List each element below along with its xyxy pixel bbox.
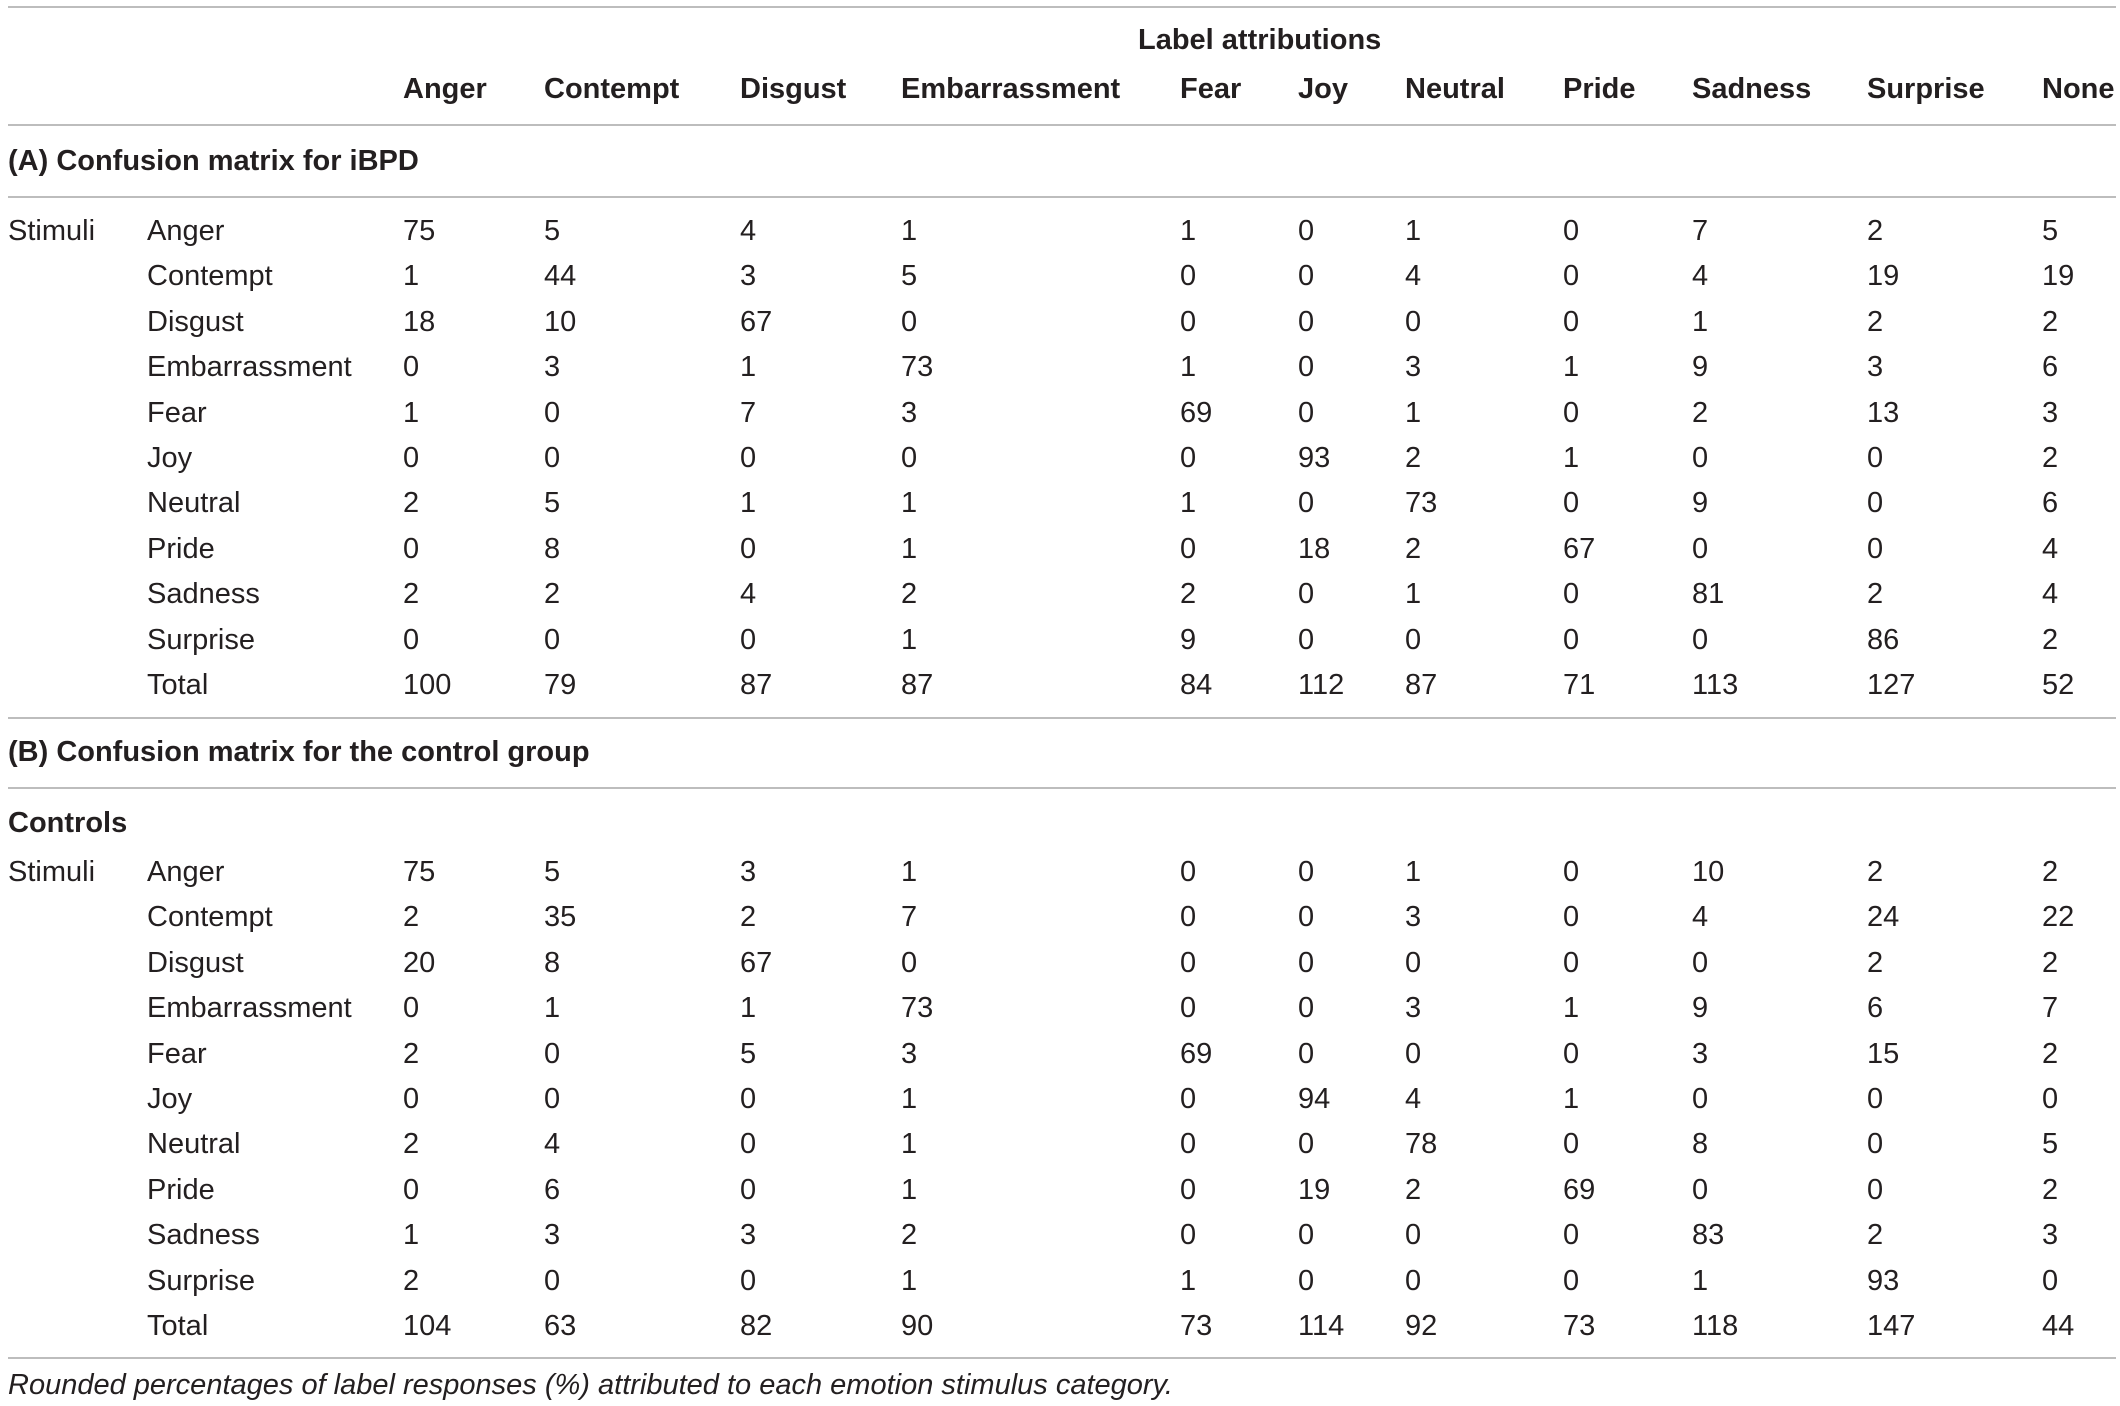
table-cell: 63	[544, 1310, 577, 1342]
table-cell: 52	[2042, 669, 2075, 701]
table-cell: 75	[403, 215, 436, 247]
table-cell: 2	[1180, 578, 1197, 611]
table-cell: 67	[740, 305, 773, 338]
column-header-surprise: Surprise	[1867, 73, 1985, 105]
table-cell: 1	[901, 1083, 918, 1115]
table-top-rule	[8, 6, 2116, 8]
table-cell: 1	[740, 487, 757, 520]
table-cell: 0	[544, 442, 561, 474]
table-cell: 44	[2042, 1310, 2075, 1342]
table-cell: 73	[901, 351, 934, 384]
table-cell: 84	[1180, 669, 1213, 701]
table-cell: 0	[1867, 487, 1884, 520]
table-cell: 2	[2042, 856, 2059, 888]
row-label: Contempt	[147, 260, 273, 293]
table-cell: 2	[1867, 578, 1884, 611]
table-cell: 3	[740, 856, 757, 888]
table-cell: 0	[544, 396, 561, 429]
row-label: Anger	[147, 856, 225, 888]
table-cell: 2	[2042, 946, 2059, 979]
table-cell: 5	[740, 1037, 757, 1070]
table-cell: 1	[901, 856, 918, 888]
row-label: Embarrassment	[147, 351, 352, 384]
table-cell: 79	[544, 669, 577, 701]
table-cell: 1	[901, 1264, 918, 1297]
table-cell: 0	[1180, 946, 1197, 979]
table-cell: 0	[1563, 215, 1580, 247]
table-cell: 1	[1405, 215, 1422, 247]
table-cell: 5	[544, 487, 561, 520]
table-cell: 2	[1405, 532, 1422, 565]
table-cell: 0	[1867, 1128, 1884, 1161]
column-header-anger: Anger	[403, 73, 487, 105]
table-cell: 2	[2042, 1037, 2059, 1070]
table-cell: 0	[1405, 1264, 1422, 1297]
table-cell: 86	[1867, 623, 1900, 656]
table-cell: 0	[1563, 396, 1580, 429]
table-cell: 0	[1867, 532, 1884, 565]
table-cell: 87	[740, 669, 773, 701]
table-cell: 3	[1405, 351, 1422, 384]
table-cell: 4	[2042, 532, 2059, 565]
table-cell: 2	[2042, 623, 2059, 656]
table-cell: 2	[403, 901, 420, 934]
table-cell: 0	[901, 442, 918, 474]
table-cell: 3	[740, 260, 757, 293]
table-cell: 2	[2042, 305, 2059, 338]
table-cell: 2	[1867, 946, 1884, 979]
column-header-fear: Fear	[1180, 73, 1242, 105]
table-cell: 18	[403, 305, 436, 338]
table-cell: 0	[1298, 1264, 1315, 1297]
table-cell: 3	[901, 396, 918, 429]
table-cell: 0	[1867, 1173, 1884, 1206]
table-cell: 0	[1563, 901, 1580, 934]
table-cell: 93	[1867, 1264, 1900, 1297]
table-cell: 87	[1405, 669, 1438, 701]
table-cell: 0	[740, 442, 757, 474]
table-cell: 0	[1563, 1219, 1580, 1252]
table-cell: 3	[544, 1219, 561, 1252]
table-cell: 3	[544, 351, 561, 384]
table-cell: 73	[1405, 487, 1438, 520]
table-cell: 3	[901, 1037, 918, 1070]
table-cell: 19	[1298, 1173, 1331, 1206]
table-cell: 82	[740, 1310, 773, 1342]
table-cell: 0	[1180, 856, 1197, 888]
table-cell: 0	[1298, 260, 1315, 293]
table-cell: 75	[403, 856, 436, 888]
table-cell: 1	[1180, 215, 1197, 247]
table-cell: 8	[544, 946, 561, 979]
table-cell: 3	[2042, 396, 2059, 429]
table-cell: 0	[1180, 532, 1197, 565]
table-cell: 0	[1692, 1173, 1709, 1206]
table-footnote: Rounded percentages of label responses (%) attributed to each emotion stimulus category.	[8, 1369, 1173, 1401]
table-cell: 0	[740, 1173, 757, 1206]
table-cell: 1	[1563, 351, 1580, 384]
table-cell: 2	[403, 1128, 420, 1161]
table-cell: 0	[740, 623, 757, 656]
column-header-contempt: Contempt	[544, 73, 680, 105]
row-label: Anger	[147, 215, 225, 247]
table-cell: 0	[1180, 305, 1197, 338]
table-cell: 0	[1298, 946, 1315, 979]
table-cell: 9	[1692, 351, 1709, 384]
table-cell: 0	[1180, 901, 1197, 934]
row-label: Disgust	[147, 305, 244, 338]
table-cell: 0	[1563, 305, 1580, 338]
table-cell: 0	[1180, 1128, 1197, 1161]
table-cell: 1	[901, 487, 918, 520]
table-cell: 0	[1563, 1264, 1580, 1297]
table-cell: 0	[1563, 1037, 1580, 1070]
table-cell: 1	[1563, 992, 1580, 1025]
table-cell: 0	[1298, 578, 1315, 611]
table-cell: 13	[1867, 396, 1900, 429]
row-label: Contempt	[147, 901, 273, 934]
table-cell: 71	[1563, 669, 1596, 701]
table-cell: 2	[2042, 442, 2059, 474]
table-cell: 20	[403, 946, 436, 979]
table-cell: 2	[544, 578, 561, 611]
table-cell: 1	[1692, 305, 1709, 338]
row-label: Embarrassment	[147, 992, 352, 1025]
label-attributions-header: Label attributions	[1138, 24, 1382, 56]
row-label: Sadness	[147, 1219, 260, 1252]
section-title: (B) Confusion matrix for the control group	[8, 736, 590, 768]
table-cell: 1	[901, 215, 918, 247]
table-cell: 104	[403, 1310, 452, 1342]
table-cell: 0	[740, 532, 757, 565]
table-cell: 3	[1692, 1037, 1709, 1070]
table-cell: 73	[1563, 1310, 1596, 1342]
table-cell: 0	[2042, 1264, 2059, 1297]
table-cell: 0	[1180, 1173, 1197, 1206]
table-cell: 94	[1298, 1083, 1331, 1115]
column-header-sadness: Sadness	[1692, 73, 1812, 105]
table-cell: 2	[403, 1264, 420, 1297]
table-cell: 10	[544, 305, 577, 338]
table-cell: 6	[544, 1173, 561, 1206]
table-cell: 113	[1692, 669, 1739, 701]
table-cell: 0	[1405, 1037, 1422, 1070]
table-cell: 0	[1563, 260, 1580, 293]
row-label: Pride	[147, 1173, 215, 1206]
table-cell: 0	[1298, 856, 1315, 888]
table-cell: 0	[1563, 856, 1580, 888]
table-cell: 69	[1180, 396, 1213, 429]
table-cell: 5	[2042, 215, 2059, 247]
table-cell: 0	[1298, 1219, 1315, 1252]
table-cell: 90	[901, 1310, 934, 1342]
table-cell: 4	[1692, 260, 1709, 293]
row-label: Total	[147, 669, 209, 701]
table-cell: 0	[403, 992, 420, 1025]
row-label: Joy	[147, 1083, 193, 1115]
table-cell: 87	[901, 669, 934, 701]
table-cell: 5	[2042, 1128, 2059, 1161]
table-cell: 1	[1405, 578, 1422, 611]
table-cell: 0	[740, 1264, 757, 1297]
table-cell: 73	[1180, 1310, 1213, 1342]
row-label: Neutral	[147, 487, 241, 520]
table-cell: 4	[2042, 578, 2059, 611]
table-cell: 1	[1692, 1264, 1709, 1297]
table-cell: 10	[1692, 856, 1725, 888]
table-cell: 9	[1692, 487, 1709, 520]
table-cell: 2	[1692, 396, 1709, 429]
table-cell: 0	[1298, 396, 1315, 429]
table-cell: 6	[1867, 992, 1884, 1025]
table-cell: 0	[1563, 487, 1580, 520]
table-cell: 4	[544, 1128, 561, 1161]
section-rule	[8, 196, 2116, 198]
table-cell: 2	[403, 1037, 420, 1070]
table-cell: 4	[740, 215, 757, 247]
table-cell: 0	[1692, 1083, 1709, 1115]
table-cell: 2	[901, 1219, 918, 1252]
table-cell: 0	[403, 623, 420, 656]
table-cell: 1	[901, 532, 918, 565]
table-cell: 0	[1692, 442, 1709, 474]
section-title: (A) Confusion matrix for iBPD	[8, 145, 419, 177]
table-cell: 100	[403, 669, 452, 701]
table-cell: 0	[740, 1128, 757, 1161]
table-cell: 2	[1867, 215, 1884, 247]
table-cell: 3	[2042, 1219, 2059, 1252]
table-cell: 2	[403, 578, 420, 611]
table-cell: 0	[1692, 946, 1709, 979]
column-header-none: None	[2042, 73, 2115, 105]
section-subtitle: Controls	[8, 807, 128, 839]
table-cell: 78	[1405, 1128, 1438, 1161]
table-cell: 0	[403, 351, 420, 384]
table-cell: 0	[1563, 946, 1580, 979]
table-cell: 1	[403, 1219, 420, 1252]
table-cell: 93	[1298, 442, 1331, 474]
row-label: Sadness	[147, 578, 260, 611]
table-cell: 0	[1867, 1083, 1884, 1115]
section-end-rule	[8, 717, 2116, 719]
table-cell: 3	[1867, 351, 1884, 384]
table-cell: 0	[1298, 215, 1315, 247]
table-cell: 2	[901, 578, 918, 611]
table-cell: 0	[544, 1037, 561, 1070]
table-cell: 0	[1405, 1219, 1422, 1252]
table-cell: 7	[901, 901, 918, 934]
table-cell: 1	[740, 992, 757, 1025]
table-cell: 83	[1692, 1219, 1725, 1252]
table-cell: 0	[1180, 260, 1197, 293]
table-cell: 0	[1298, 305, 1315, 338]
table-cell: 2	[2042, 1173, 2059, 1206]
table-cell: 0	[403, 532, 420, 565]
row-label: Fear	[147, 1037, 207, 1070]
column-header-joy: Joy	[1298, 73, 1348, 105]
table-cell: 0	[544, 1264, 561, 1297]
table-cell: 0	[1298, 623, 1315, 656]
table-cell: 81	[1692, 578, 1725, 611]
table-cell: 2	[740, 901, 757, 934]
stimuli-label: Stimuli	[8, 215, 96, 247]
table-cell: 1	[901, 1173, 918, 1206]
table-cell: 8	[544, 532, 561, 565]
table-cell: 0	[1692, 532, 1709, 565]
column-header-embarrassment: Embarrassment	[901, 73, 1121, 105]
table-cell: 7	[1692, 215, 1709, 247]
table-cell: 2	[1867, 1219, 1884, 1252]
table-cell: 69	[1563, 1173, 1596, 1206]
table-cell: 0	[1180, 992, 1197, 1025]
table-cell: 0	[1405, 946, 1422, 979]
table-cell: 2	[1867, 856, 1884, 888]
row-label: Joy	[147, 442, 193, 474]
table-cell: 6	[2042, 487, 2059, 520]
table-cell: 4	[1405, 260, 1422, 293]
table-cell: 35	[544, 901, 577, 934]
table-cell: 0	[740, 1083, 757, 1115]
table-cell: 2	[403, 487, 420, 520]
row-label: Pride	[147, 532, 215, 565]
table-cell: 24	[1867, 901, 1900, 934]
table-cell: 0	[1180, 1083, 1197, 1115]
table-cell: 0	[1180, 442, 1197, 474]
table-cell: 1	[1563, 1083, 1580, 1115]
table-cell: 3	[1405, 901, 1422, 934]
table-cell: 1	[1405, 856, 1422, 888]
table-cell: 0	[901, 305, 918, 338]
table-cell: 1	[1180, 351, 1197, 384]
table-cell: 7	[2042, 992, 2059, 1025]
table-cell: 0	[1298, 351, 1315, 384]
table-cell: 0	[1405, 305, 1422, 338]
table-cell: 1	[1180, 487, 1197, 520]
row-label: Surprise	[147, 623, 255, 656]
table-cell: 0	[1298, 1128, 1315, 1161]
table-cell: 1	[901, 623, 918, 656]
table-cell: 1	[901, 1128, 918, 1161]
table-cell: 127	[1867, 669, 1916, 701]
table-cell: 15	[1867, 1037, 1900, 1070]
table-cell: 0	[1298, 487, 1315, 520]
table-cell: 9	[1692, 992, 1709, 1025]
table-cell: 5	[544, 215, 561, 247]
table-cell: 3	[1405, 992, 1422, 1025]
table-cell: 0	[1405, 623, 1422, 656]
table-cell: 1	[1563, 442, 1580, 474]
table-cell: 0	[2042, 1083, 2059, 1115]
table-cell: 5	[544, 856, 561, 888]
table-cell: 7	[740, 396, 757, 429]
column-header-pride: Pride	[1563, 73, 1636, 105]
table-cell: 9	[1180, 623, 1197, 656]
table-cell: 22	[2042, 901, 2075, 934]
table-cell: 118	[1692, 1310, 1739, 1342]
table-cell: 69	[1180, 1037, 1213, 1070]
table-cell: 112	[1298, 669, 1345, 701]
row-label: Neutral	[147, 1128, 241, 1161]
column-header-neutral: Neutral	[1405, 73, 1505, 105]
table-cell: 2	[1867, 305, 1884, 338]
column-header-disgust: Disgust	[740, 73, 847, 105]
table-cell: 0	[1867, 442, 1884, 474]
row-label: Surprise	[147, 1264, 255, 1297]
table-cell: 1	[1180, 1264, 1197, 1297]
table-cell: 4	[740, 578, 757, 611]
table-cell: 0	[1563, 578, 1580, 611]
table-cell: 92	[1405, 1310, 1438, 1342]
table-cell: 0	[1298, 901, 1315, 934]
table-cell: 1	[403, 396, 420, 429]
table-cell: 114	[1298, 1310, 1345, 1342]
table-cell: 73	[901, 992, 934, 1025]
table-cell: 0	[1563, 623, 1580, 656]
table-cell: 0	[1692, 623, 1709, 656]
table-cell: 0	[544, 623, 561, 656]
table-cell: 18	[1298, 532, 1331, 565]
table-cell: 0	[1298, 1037, 1315, 1070]
row-label: Disgust	[147, 946, 244, 979]
table-cell: 19	[1867, 260, 1900, 293]
table-cell: 1	[403, 260, 420, 293]
table-cell: 1	[544, 992, 561, 1025]
table-cell: 67	[1563, 532, 1596, 565]
table-cell: 147	[1867, 1310, 1916, 1342]
table-cell: 0	[1563, 1128, 1580, 1161]
stimuli-label: Stimuli	[8, 856, 96, 888]
table-cell: 4	[1405, 1083, 1422, 1115]
table-cell: 1	[740, 351, 757, 384]
table-cell: 0	[403, 442, 420, 474]
table-cell: 0	[403, 1083, 420, 1115]
table-cell: 67	[740, 946, 773, 979]
table-cell: 19	[2042, 260, 2075, 293]
section-rule	[8, 787, 2116, 789]
header-rule	[8, 124, 2116, 126]
table-cell: 2	[1405, 1173, 1422, 1206]
row-label: Fear	[147, 396, 207, 429]
row-label: Total	[147, 1310, 209, 1342]
table-cell: 4	[1692, 901, 1709, 934]
table-cell: 0	[403, 1173, 420, 1206]
table-bottom-rule	[8, 1357, 2116, 1359]
table-cell: 8	[1692, 1128, 1709, 1161]
table-cell: 2	[1405, 442, 1422, 474]
table-cell: 44	[544, 260, 577, 293]
table-cell: 0	[544, 1083, 561, 1115]
table-cell: 0	[901, 946, 918, 979]
table-cell: 0	[1298, 992, 1315, 1025]
table-cell: 5	[901, 260, 918, 293]
table-cell: 6	[2042, 351, 2059, 384]
table-cell: 0	[1180, 1219, 1197, 1252]
table-cell: 3	[740, 1219, 757, 1252]
table-cell: 1	[1405, 396, 1422, 429]
